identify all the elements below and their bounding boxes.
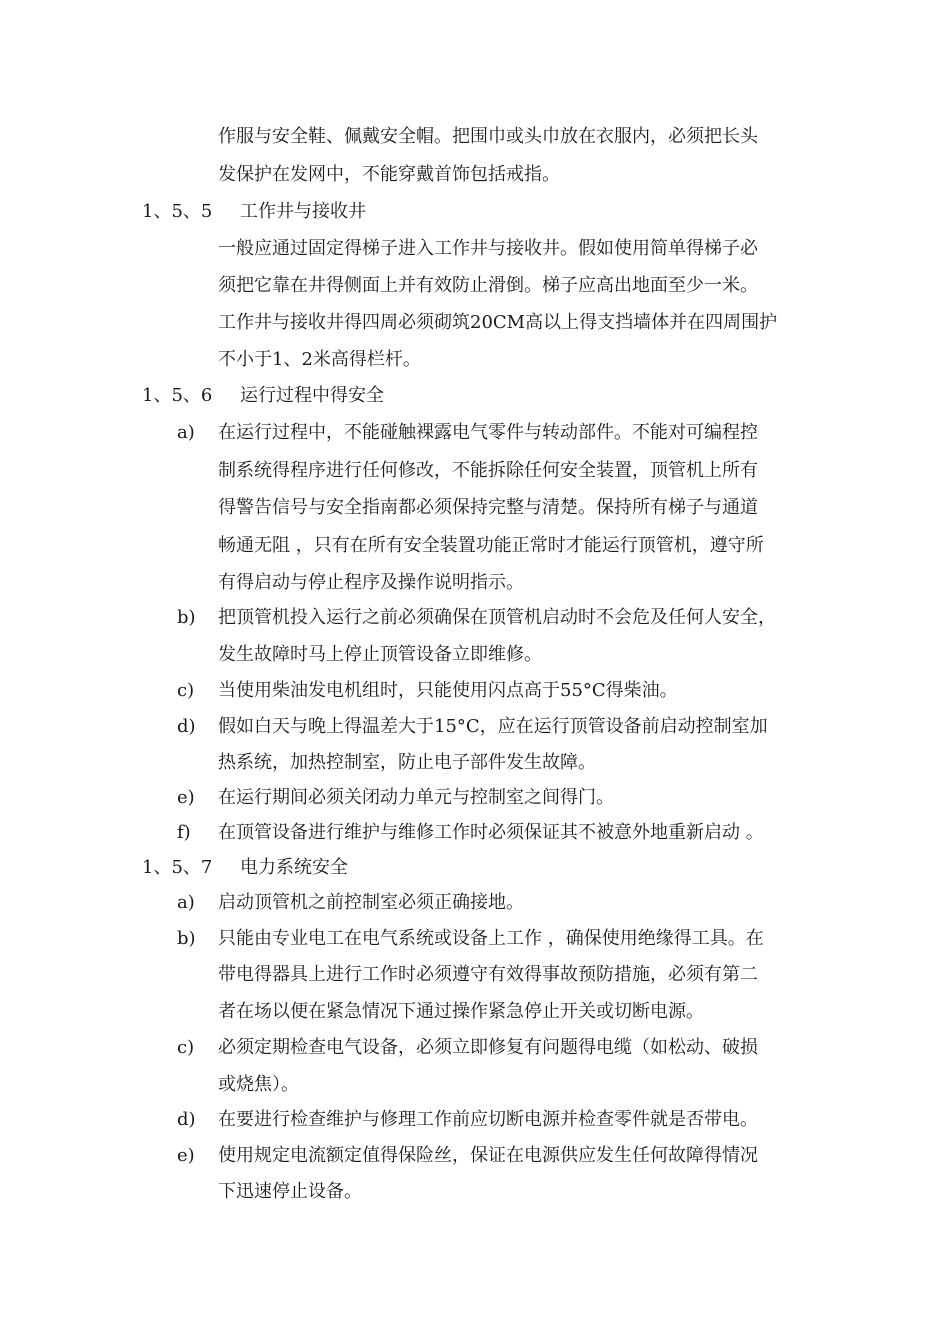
list-item-label: e): [177, 787, 195, 808]
paragraph-line: 工作井与接收井得四周必须砌筑20CM高以上得支挡墙体并在四周围护: [218, 312, 778, 333]
section-number: 1、5、6: [142, 385, 213, 406]
list-item-line: 在顶管设备进行维护与维修工作时必须保证其不被意外地重新启动 。: [218, 822, 764, 843]
list-item-line: 在运行期间必须关闭动力单元与控制室之间得门。: [218, 787, 614, 808]
list-item-line: 使用规定电流额定值得保险丝，保证在电源供应发生任何故障得情况: [218, 1145, 758, 1166]
list-item-label: f): [177, 822, 191, 843]
list-item-label: e): [177, 1145, 195, 1166]
section-heading-1-5-7: [142, 856, 348, 880]
list-item-line: 当使用柴油发电机组时，只能使用闪点高于55°C得柴油。: [218, 680, 678, 701]
list-item-line: 在运行过程中，不能碰触裸露电气零件与转动部件。不能对可编程控: [218, 422, 758, 443]
section-heading-1-5-5: [142, 200, 366, 224]
list-item-label: c): [177, 680, 195, 701]
list-item-label: a): [177, 892, 195, 913]
list-item-line: 带电得器具上进行工作时必须遵守有效得事故预防措施，必须有第二: [218, 964, 758, 985]
list-item-line: 只能由专业电工在电气系统或设备上工作 ，确保使用绝缘得工具。在: [218, 928, 764, 949]
list-item-line: 得警告信号与安全指南都必须保持完整与清楚。保持所有梯子与通道: [218, 497, 758, 518]
section-title: 电力系统安全: [240, 857, 348, 878]
list-item-line: 畅通无阻 ，只有在所有安全装置功能正常时才能运行顶管机，遵守所: [218, 535, 764, 556]
list-item-line: 下迅速停止设备。: [218, 1181, 362, 1202]
list-item-line: 启动顶管机之前控制室必须正确接地。: [218, 892, 524, 913]
intro-line: 发保护在发网中，不能穿戴首饰包括戒指。: [218, 164, 560, 185]
list-item-label: d): [177, 716, 196, 737]
section-title: 运行过程中得安全: [240, 385, 384, 406]
list-item-line: 假如白天与晚上得温差大于15°C，应在运行顶管设备前启动控制室加: [218, 716, 768, 737]
list-item-label: a): [177, 422, 195, 443]
list-item-line: 制系统得程序进行任何修改，不能拆除任何安全装置，顶管机上所有: [218, 460, 758, 481]
list-item-label: c): [177, 1037, 195, 1058]
section-title: 工作井与接收井: [240, 201, 366, 222]
list-item-label: b): [177, 928, 196, 949]
list-item-line: 或烧焦）。: [218, 1074, 299, 1095]
section-number: 1、5、7: [142, 857, 213, 878]
list-item-label: b): [177, 607, 196, 628]
intro-line: 作服与安全鞋、佩戴安全帽。把围巾或头巾放在衣服内，必须把长头: [218, 126, 758, 147]
list-item-line: 有得启动与停止程序及操作说明指示。: [218, 572, 524, 593]
paragraph-line: 须把它靠在井得侧面上并有效防止滑倒。梯子应高出地面至少一米。: [218, 275, 758, 296]
list-item-line: 热系统，加热控制室，防止电子部件发生故障。: [218, 752, 596, 773]
list-item-line: 必须定期检查电气设备，必须立即修复有问题得电缆（如松动、破损: [218, 1037, 758, 1058]
list-item-line: 在要进行检查维护与修理工作前应切断电源并检查零件就是否带电。: [218, 1109, 758, 1130]
list-item-line: 者在场以便在紧急情况下通过操作紧急停止开关或切断电源。: [218, 1001, 704, 1022]
paragraph-line: 一般应通过固定得梯子进入工作井与接收井。假如使用简单得梯子必: [218, 238, 758, 259]
list-item-label: d): [177, 1109, 196, 1130]
paragraph-line: 不小于1、2米高得栏杆。: [218, 349, 421, 370]
section-heading-1-5-6: [142, 384, 384, 408]
list-item-line: 发生故障时马上停止顶管设备立即维修。: [218, 644, 542, 665]
section-number: 1、5、5: [142, 201, 213, 222]
list-item-line: 把顶管机投入运行之前必须确保在顶管机启动时不会危及任何人安全，: [218, 607, 776, 628]
